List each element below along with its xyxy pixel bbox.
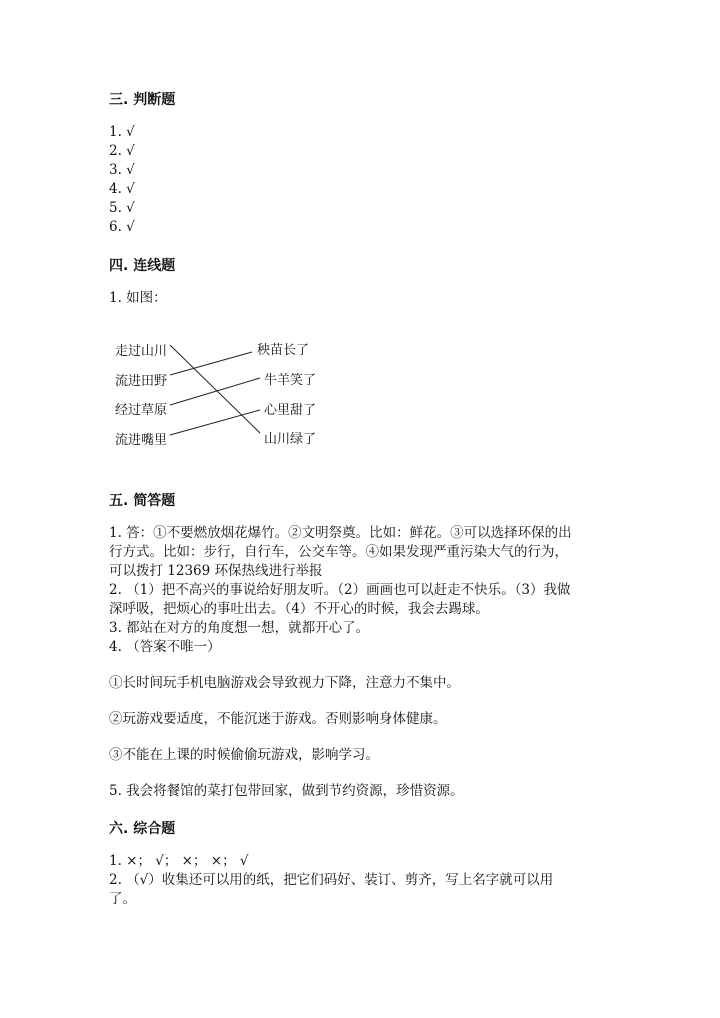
answer-1-line-3: 可以拨打 12369 环保热线进行举报 <box>109 563 323 579</box>
connector-line-1 <box>170 345 260 433</box>
section-4-heading: 四. 连线题 <box>109 258 176 274</box>
left-item-2: 流进田野 <box>115 374 168 389</box>
matching-intro: 1. 如图： <box>109 290 167 306</box>
answer-4-point-2: ②玩游戏要适度，不能沉迷于游戏。否则影响身体健康。 <box>109 711 447 727</box>
connector-line-3 <box>170 378 260 405</box>
right-item-1: 秧苗长了 <box>257 343 310 358</box>
right-item-2: 牛羊笑了 <box>264 373 317 388</box>
left-item-1: 走过山川 <box>115 344 168 359</box>
tf-item-2: 2. √ <box>109 143 135 159</box>
tf-item-3: 3. √ <box>109 162 135 178</box>
comprehensive-answer-1: 1. ×； √； ×； ×； √ <box>109 853 249 869</box>
answer-3: 3. 都站在对方的角度想一想，就都开心了。 <box>109 620 370 636</box>
comprehensive-answer-2-line-2: 了。 <box>109 891 136 907</box>
left-item-3: 经过草原 <box>115 403 168 418</box>
tf-item-5: 5. √ <box>109 200 135 216</box>
connector-line-2 <box>170 352 252 375</box>
section-6-heading: 六. 综合题 <box>109 821 176 837</box>
right-item-4: 山川绿了 <box>264 432 317 447</box>
answer-4-point-1: ①长时间玩手机电脑游戏会导致视力下降，注意力不集中。 <box>109 675 460 691</box>
answer-4-header: 4. （答案不唯一） <box>109 639 221 655</box>
answer-4-point-3: ③不能在上课的时候偷偷玩游戏，影响学习。 <box>109 747 379 763</box>
tf-item-6: 6. √ <box>109 219 135 235</box>
answer-5: 5. 我会将餐馆的菜打包带回家，做到节约资源，珍惜资源。 <box>109 783 464 799</box>
answer-1-line-2: 行方式。比如：步行，自行车，公交车等。④如果发现严重污染大气的行为， <box>109 544 568 560</box>
connector-line-4 <box>170 410 260 435</box>
section-3-heading: 三. 判断题 <box>109 92 176 108</box>
matching-diagram <box>100 330 340 450</box>
left-item-4: 流进嘴里 <box>115 433 168 448</box>
section-5-heading: 五. 简答题 <box>109 493 176 509</box>
answer-2-line-1: 2. （1）把不高兴的事说给好朋友听。（2）画画也可以赶走不快乐。（3）我做 <box>109 582 571 598</box>
tf-item-4: 4. √ <box>109 181 135 197</box>
right-item-3: 心里甜了 <box>264 403 317 418</box>
comprehensive-answer-2-line-1: 2. （√）收集还可以用的纸，把它们码好、装订、剪齐，写上名字就可以用 <box>109 872 554 888</box>
tf-item-1: 1. √ <box>109 124 135 140</box>
answer-2-line-2: 深呼吸，把烦心的事吐出去。（4）不开心的时候，我会去踢球。 <box>109 601 489 617</box>
answer-1-line-1: 1. 答：①不要燃放烟花爆竹。②文明祭奠。比如：鲜花。③可以选择环保的出 <box>109 525 572 541</box>
